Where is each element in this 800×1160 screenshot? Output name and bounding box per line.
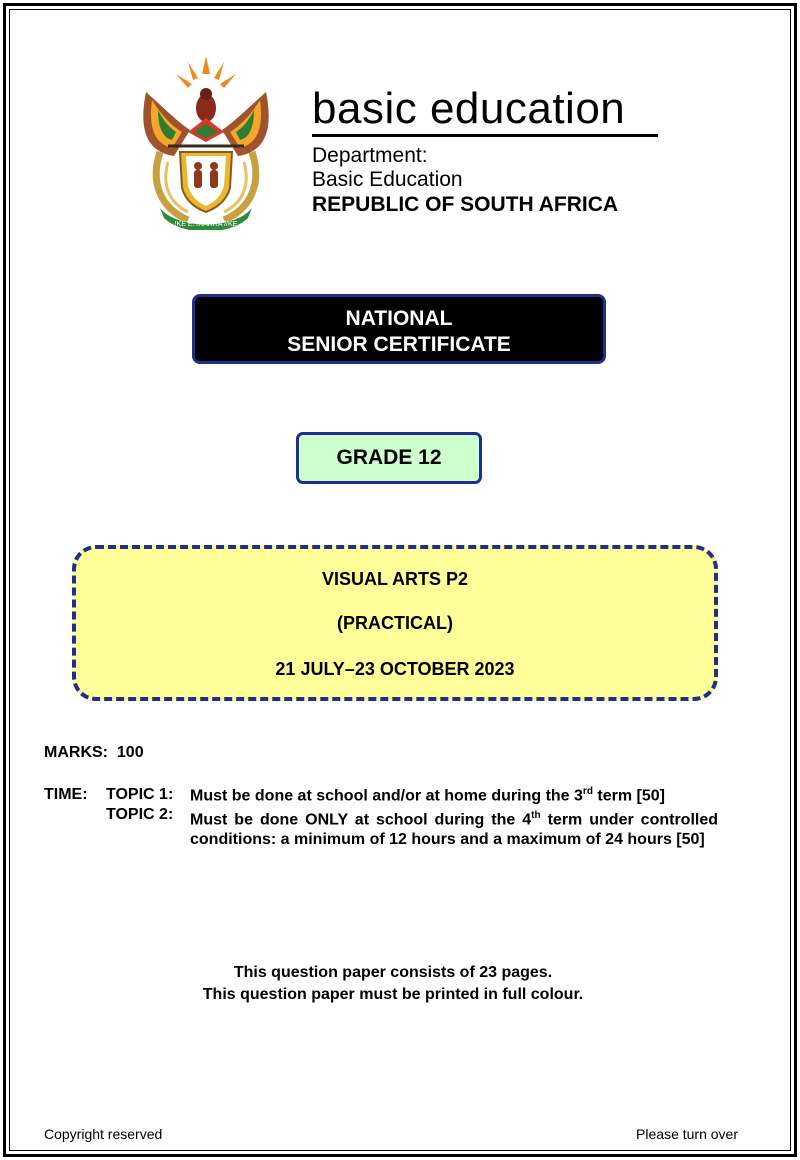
topic1-text: Must be done at school and/or at home during the 3rd term [50] bbox=[190, 786, 665, 805]
department-name: Basic Education bbox=[312, 168, 463, 191]
brand-underline bbox=[312, 134, 658, 137]
south-africa-coat-of-arms-icon bbox=[138, 52, 274, 230]
grade-badge: GRADE 12 bbox=[296, 432, 482, 484]
certificate-banner bbox=[192, 294, 606, 364]
copyright-footer: Copyright reserved bbox=[44, 1126, 163, 1142]
turn-over-footer: Please turn over bbox=[636, 1126, 738, 1142]
marks-line bbox=[44, 744, 144, 762]
time-label: TIME: bbox=[44, 786, 88, 803]
topic2-label: TOPIC 2: bbox=[106, 806, 174, 823]
country-name: REPUBLIC OF SOUTH AFRICA bbox=[312, 193, 619, 216]
brand-wordmark: basic education bbox=[312, 84, 626, 133]
department-label: Department: bbox=[312, 144, 428, 167]
topic1-label: TOPIC 1: bbox=[106, 786, 174, 803]
marks-value: 100 bbox=[116, 744, 144, 761]
subject-subtitle: (PRACTICAL) bbox=[337, 613, 453, 633]
print-colour-note: This question paper must be printed in full colour. bbox=[202, 986, 584, 1003]
page-count-note: This question paper consists of 23 pages. bbox=[233, 964, 553, 981]
subject-box bbox=[72, 545, 718, 701]
subject-title: VISUAL ARTS P2 bbox=[321, 569, 469, 589]
certificate-line-2: SENIOR CERTIFICATE bbox=[287, 333, 511, 356]
svg-text:!KE E: /XARRA //KE: !KE E: /XARRA //KE bbox=[174, 221, 238, 228]
topic2-text: Must be done ONLY at school during the 4th term under controlled conditions: a minimum of 12 hours and a maximum of 24 hours [50] bbox=[190, 810, 719, 849]
certificate-line-1: NATIONAL bbox=[345, 307, 453, 330]
subject-dates: 21 JULY–23 OCTOBER 2023 bbox=[275, 659, 515, 679]
marks-label: MARKS: bbox=[44, 744, 108, 761]
